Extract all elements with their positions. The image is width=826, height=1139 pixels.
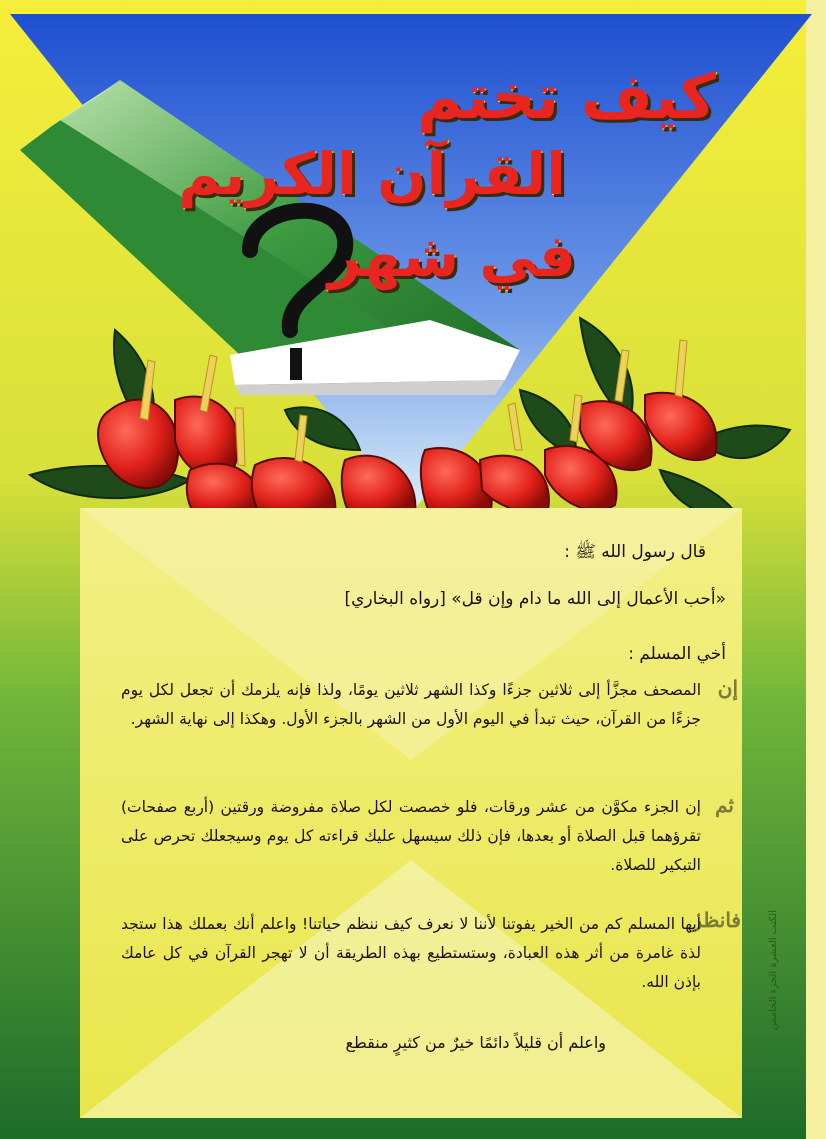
- closing-line: واعلم أن قليلاً دائمًا خيرٌ من كثيرٍ منقطع: [345, 1033, 606, 1052]
- paragraph-2: إن الجزء مكوَّن من عشر ورقات، فلو خصصت لكل صلاة مفروضة ورقتين (أربع صفحات) تقرؤهما قبل الصلاة أو بعدها، فإن ذلك سيسهل عليك قراءته كل يوم وسيجعلك تحرص على التبكير للصلاة.: [121, 798, 701, 874]
- title-line-3: في شهر: [327, 222, 576, 290]
- paragraph-1: المصحف مجزَّأ إلى ثلاثين جزءًا وكذا الشهر ثلاثين يومًا، ولذا فإنه يلزمك أن تجعل لكل يوم جزءًا من القرآن، حيث تبدأ في اليوم الأول من الشهر بالجزء الأول. وهكذا إلى نهاية الشهر.: [121, 681, 701, 728]
- address-line: أخي المسلم :: [628, 644, 726, 664]
- paragraph-lead-1: إن: [717, 676, 738, 700]
- side-note: الكتب العشرة الجزء الخامس: [768, 910, 779, 1030]
- title-line-1: كيف تختم: [417, 60, 716, 133]
- paragraph-lead-2: ثم: [715, 793, 734, 817]
- hadith-quote: «أحب الأعمال إلى الله ما دام وإن قل» [رواه البخاري]: [344, 589, 726, 609]
- title-line-2: القرآن الكريم: [178, 140, 566, 208]
- paragraph-3: أيها المسلم كم من الخير يفوتنا لأننا لا نعرف كيف ننظم حياتنا! واعلم أنك بعملك هذا ستجد لذة غامرة من أثر هذه العبادة، وستستطيع بهذه الطريقة أن لا تهجر القرآن في كل عامك بإذن الله.: [121, 915, 701, 991]
- paragraph-lead-3: فانظر: [692, 908, 741, 932]
- quote-intro: قال رسول الله ﷺ :: [564, 542, 706, 562]
